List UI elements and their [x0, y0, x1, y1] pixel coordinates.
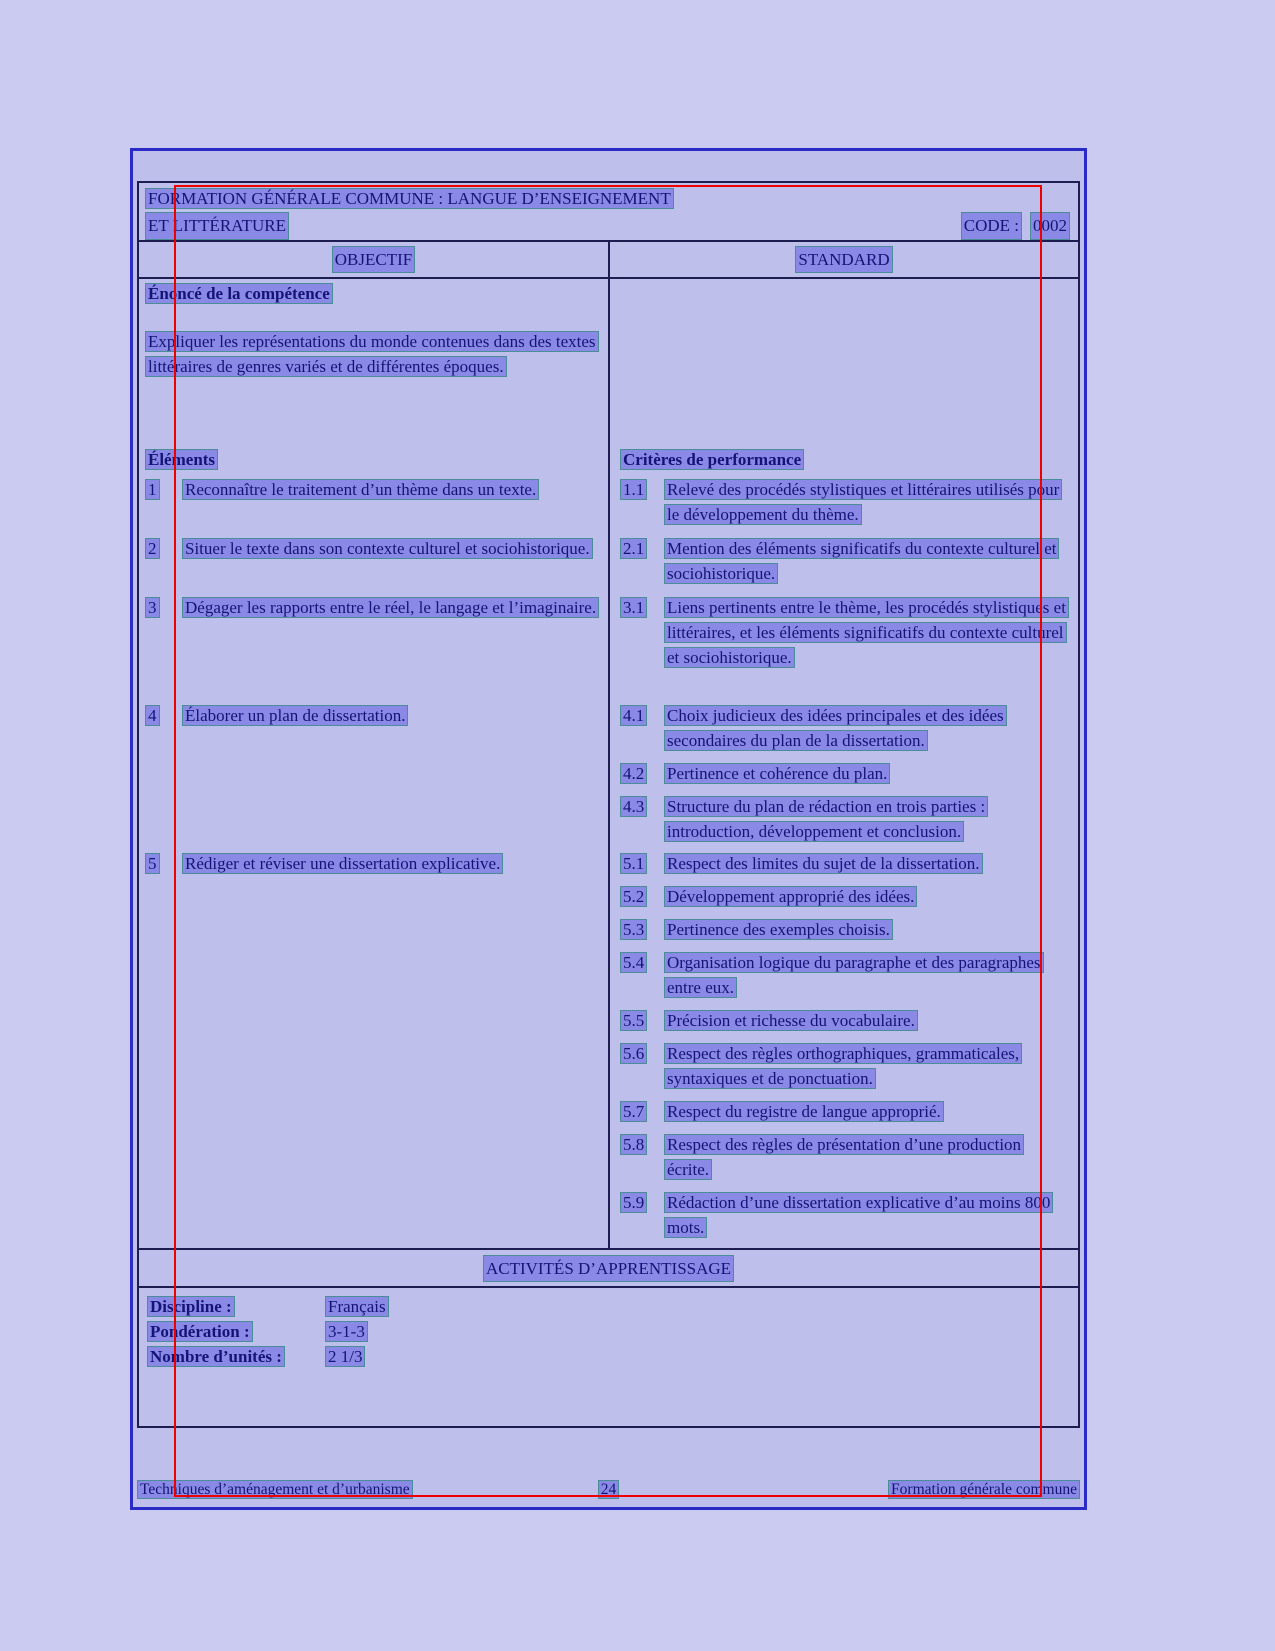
element-number-col — [145, 477, 182, 502]
criterion-text-col — [664, 1008, 1070, 1033]
element-number-col — [145, 595, 182, 620]
criterion-text: Organisation logique du paragraphe et des paragraphes entre eux. — [664, 952, 1044, 998]
element-text-col — [182, 477, 602, 502]
criterion-number: 5.6 — [620, 1043, 647, 1064]
detail-line-unites — [147, 1344, 1070, 1369]
criterion-number-col — [620, 1190, 664, 1240]
table-row — [139, 534, 1078, 593]
ponderation-value-col — [325, 1319, 368, 1344]
element-item — [145, 536, 602, 561]
unites-value-col — [325, 1344, 365, 1369]
elements-heading-cell — [139, 445, 610, 475]
element-text: Reconnaître le traitement d’un thème dans un texte. — [182, 479, 539, 500]
activities-heading: ACTIVITÉS D’APPRENTISSAGE — [483, 1255, 734, 1282]
criterion-text: Respect des règles orthographiques, grammaticales, syntaxiques et de ponctuation. — [664, 1043, 1022, 1089]
course-details — [139, 1288, 1078, 1426]
table-body — [139, 279, 1078, 1248]
discipline-label: Discipline : — [147, 1296, 235, 1317]
criterion-text-col — [664, 536, 1070, 586]
enonce-row — [139, 279, 1078, 445]
ponderation-label-col — [147, 1319, 325, 1344]
criterion-number-col — [620, 761, 664, 786]
element-text-col — [182, 536, 602, 561]
criterion-item — [620, 477, 1070, 527]
criterion-item — [620, 1041, 1070, 1091]
criterion-number-col — [620, 1008, 664, 1033]
unites-label-col — [147, 1344, 325, 1369]
element-number: 4 — [145, 705, 160, 726]
criterion-number-col — [620, 851, 664, 876]
criteres-heading-cell — [610, 445, 1078, 475]
criterion-text-col — [664, 1190, 1070, 1240]
ponderation-label: Pondération : — [147, 1321, 253, 1342]
table-row — [139, 593, 1078, 701]
element-text: Situer le texte dans son contexte culturel et sociohistorique. — [182, 538, 593, 559]
element-item — [145, 477, 602, 502]
criterion-text-col — [664, 1132, 1070, 1182]
criterion-number: 4.3 — [620, 796, 647, 817]
code-label: CODE : — [961, 212, 1022, 240]
standard-header-label: STANDARD — [795, 246, 892, 273]
objectif-cell — [139, 849, 610, 1248]
criterion-text: Relevé des procédés stylistiques et littéraires utilisés pour le développement du thème. — [664, 479, 1062, 525]
title-line2-wrap — [145, 212, 1070, 240]
criterion-text-col — [664, 703, 1070, 753]
criterion-text: Pertinence des exemples choisis. — [664, 919, 893, 940]
element-item — [145, 703, 602, 728]
standard-cell — [610, 701, 1078, 849]
criterion-text: Développement approprié des idées. — [664, 886, 917, 907]
criterion-number: 4.2 — [620, 763, 647, 784]
element-text-col — [182, 703, 602, 728]
criterion-text: Mention des éléments significatifs du contexte culturel et sociohistorique. — [664, 538, 1059, 584]
criterion-number: 5.8 — [620, 1134, 647, 1155]
criterion-number: 5.1 — [620, 853, 647, 874]
table-row — [139, 849, 1078, 1248]
discipline-value-col — [325, 1294, 389, 1319]
unites-value: 2 1/3 — [325, 1346, 365, 1367]
element-number: 1 — [145, 479, 160, 500]
title-line1-wrap — [145, 186, 1070, 212]
criterion-item — [620, 884, 1070, 909]
criterion-text-col — [664, 761, 1070, 786]
criterion-number: 2.1 — [620, 538, 647, 559]
criterion-item — [620, 1099, 1070, 1124]
criterion-number: 1.1 — [620, 479, 647, 500]
criterion-item — [620, 794, 1070, 844]
element-number: 5 — [145, 853, 160, 874]
element-text-col — [182, 595, 602, 620]
element-number: 3 — [145, 597, 160, 618]
objectif-header-label: OBJECTIF — [332, 246, 415, 273]
criterion-text: Rédaction d’une dissertation explicative d’au moins 800 mots. — [664, 1192, 1053, 1238]
criterion-number-col — [620, 595, 664, 670]
criterion-item — [620, 1190, 1070, 1240]
criterion-number-col — [620, 1132, 664, 1182]
objectif-cell — [139, 534, 610, 593]
element-text-col — [182, 851, 602, 876]
page-number: 24 — [598, 1480, 620, 1499]
column-header-row — [139, 242, 1078, 279]
criterion-number: 4.1 — [620, 705, 647, 726]
criterion-item — [620, 1132, 1070, 1182]
enonce-text: Expliquer les représentations du monde contenues dans des textes littéraires de genres variés et de différentes époques. — [145, 331, 599, 377]
criterion-number: 5.7 — [620, 1101, 647, 1122]
detail-line-discipline — [147, 1294, 1070, 1319]
element-item — [145, 595, 602, 620]
criterion-number: 5.4 — [620, 952, 647, 973]
document-title-line1: FORMATION GÉNÉRALE COMMUNE : LANGUE D’ENSEIGNEMENT — [145, 188, 674, 209]
footer-center-col — [598, 1479, 620, 1500]
discipline-label-col — [147, 1294, 325, 1319]
enonce-right-cell-empty — [610, 279, 1078, 445]
standard-cell — [610, 534, 1078, 593]
footer-left-col — [137, 1479, 413, 1500]
element-number-col — [145, 536, 182, 561]
section-headings-row — [139, 445, 1078, 475]
element-text: Élaborer un plan de dissertation. — [182, 705, 408, 726]
criterion-number-col — [620, 703, 664, 753]
criterion-text-col — [664, 794, 1070, 844]
code-value: 0002 — [1030, 212, 1070, 240]
criteres-heading: Critères de performance — [620, 449, 804, 470]
criterion-text: Respect des limites du sujet de la dissertation. — [664, 853, 983, 874]
element-number-col — [145, 851, 182, 876]
element-number-col — [145, 703, 182, 728]
criterion-text-col — [664, 917, 1070, 942]
criterion-item — [620, 536, 1070, 586]
criterion-text: Structure du plan de rédaction en trois parties : introduction, développement et conclusion. — [664, 796, 988, 842]
criterion-item — [620, 950, 1070, 1000]
criterion-number-col — [620, 950, 664, 1000]
unites-label: Nombre d’unités : — [147, 1346, 285, 1367]
competency-table — [137, 181, 1080, 1428]
objectif-cell — [139, 475, 610, 534]
criterion-number-col — [620, 1041, 664, 1091]
criterion-text: Précision et richesse du vocabulaire. — [664, 1010, 918, 1031]
criterion-item — [620, 1008, 1070, 1033]
element-text: Dégager les rapports entre le réel, le langage et l’imaginaire. — [182, 597, 599, 618]
footer-program-name: Techniques d’aménagement et d’urbanisme — [137, 1480, 413, 1499]
criterion-text: Respect des règles de présentation d’une production écrite. — [664, 1134, 1024, 1180]
elements-heading: Éléments — [145, 449, 218, 470]
criterion-number-col — [620, 536, 664, 586]
standard-cell — [610, 849, 1078, 1248]
criterion-item — [620, 595, 1070, 670]
criterion-text-col — [664, 1099, 1070, 1124]
page-footer — [137, 1479, 1080, 1500]
ponderation-value: 3-1-3 — [325, 1321, 368, 1342]
criterion-number: 3.1 — [620, 597, 647, 618]
criterion-number-col — [620, 794, 664, 844]
footer-right-col — [888, 1479, 1080, 1500]
criterion-number: 5.3 — [620, 919, 647, 940]
criterion-number: 5.5 — [620, 1010, 647, 1031]
criterion-text-col — [664, 477, 1070, 527]
criterion-number-col — [620, 1099, 664, 1124]
element-item — [145, 851, 602, 876]
criterion-text-col — [664, 1041, 1070, 1091]
discipline-value: Français — [325, 1296, 389, 1317]
criterion-text-col — [664, 950, 1070, 1000]
objectif-column-header — [139, 242, 610, 277]
standard-column-header — [610, 242, 1078, 277]
element-text: Rédiger et réviser une dissertation explicative. — [182, 853, 503, 874]
detail-line-ponderation — [147, 1319, 1070, 1344]
document-header — [139, 183, 1078, 242]
activities-header-row — [139, 1248, 1078, 1288]
enonce-heading: Énoncé de la compétence — [145, 283, 333, 304]
element-number: 2 — [145, 538, 160, 559]
criterion-text-col — [664, 851, 1070, 876]
document-title-line2: ET LITTÉRATURE — [145, 212, 289, 240]
table-row — [139, 701, 1078, 849]
criterion-number: 5.9 — [620, 1192, 647, 1213]
criterion-text: Liens pertinents entre le thème, les procédés stylistiques et littéraires, et les éléments significatifs du contexte culturel et sociohistorique. — [664, 597, 1069, 668]
standard-cell — [610, 593, 1078, 701]
criterion-text-col — [664, 884, 1070, 909]
standard-cell — [610, 475, 1078, 534]
enonce-heading-wrap — [145, 281, 602, 306]
enonce-body-wrap — [145, 329, 602, 379]
criterion-number-col — [620, 477, 664, 527]
criterion-item — [620, 851, 1070, 876]
objectif-cell — [139, 701, 610, 849]
criterion-text: Respect du registre de langue approprié. — [664, 1101, 944, 1122]
code-group — [961, 212, 1070, 240]
criterion-number-col — [620, 884, 664, 909]
criterion-text-col — [664, 595, 1070, 670]
enonce-cell — [139, 279, 610, 445]
footer-section-name: Formation générale commune — [888, 1480, 1080, 1499]
criterion-item — [620, 917, 1070, 942]
criterion-number: 5.2 — [620, 886, 647, 907]
criterion-text: Choix judicieux des idées principales et des idées secondaires du plan de la dissertation. — [664, 705, 1007, 751]
criterion-item — [620, 703, 1070, 753]
criterion-item — [620, 761, 1070, 786]
table-row — [139, 475, 1078, 534]
criterion-number-col — [620, 917, 664, 942]
criterion-text: Pertinence et cohérence du plan. — [664, 763, 890, 784]
objectif-cell — [139, 593, 610, 701]
